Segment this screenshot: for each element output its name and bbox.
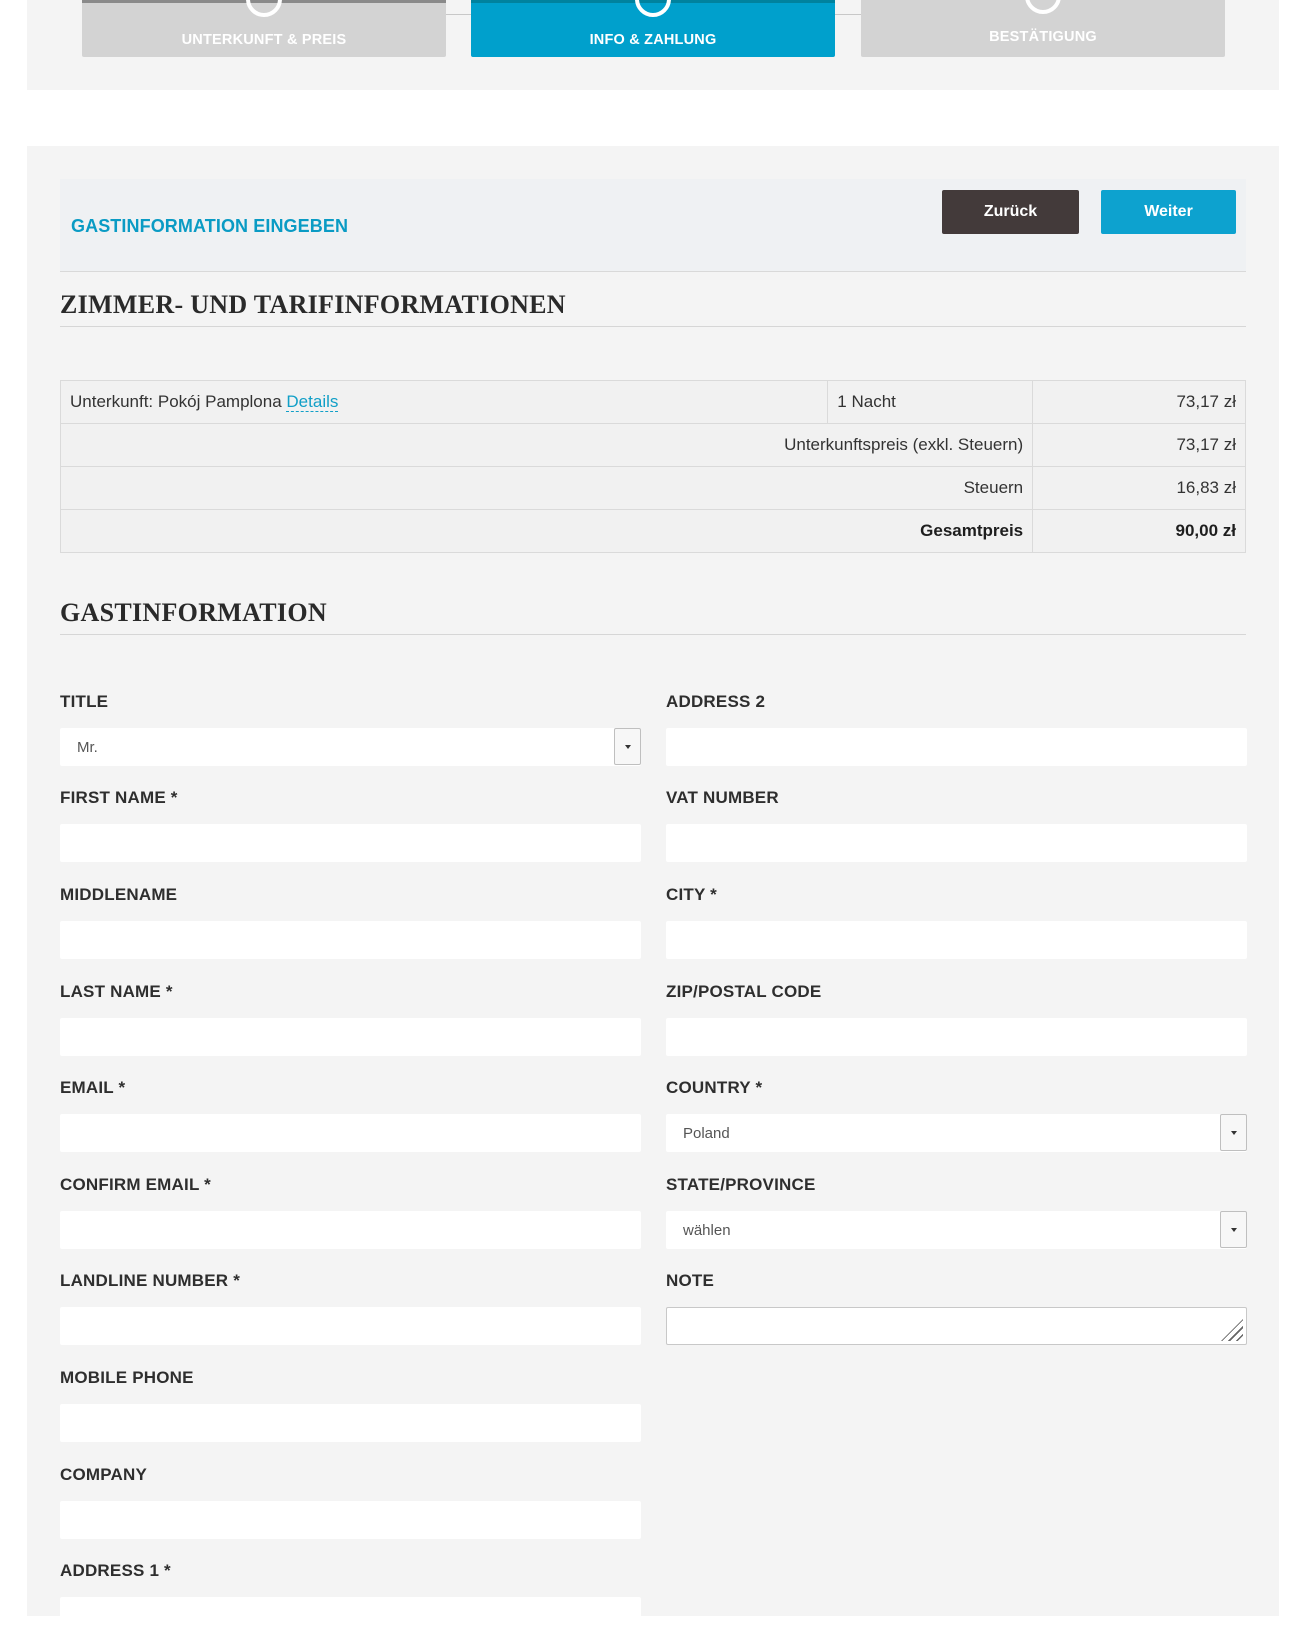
country-select[interactable] <box>666 1114 1247 1152</box>
company-input[interactable] <box>60 1501 641 1539</box>
vat-number-label: VAT NUMBER <box>666 788 779 807</box>
chevron-down-icon <box>1231 1131 1237 1135</box>
landline-number-label: LANDLINE NUMBER * <box>60 1271 241 1290</box>
chevron-down-icon <box>1231 1228 1237 1232</box>
title-label: TITLE <box>60 692 109 711</box>
price-excl-tax-value: 73,17 zł <box>1033 424 1246 467</box>
state-province-label: STATE/PROVINCE <box>666 1175 816 1194</box>
state-province-dropdown-button[interactable] <box>1220 1211 1247 1248</box>
total-value: 90,00 zł <box>1033 510 1246 553</box>
mobile-phone-field <box>60 1368 641 1442</box>
note-field <box>666 1271 1247 1345</box>
company-field <box>60 1465 641 1539</box>
step-2-label: INFO & ZAHLUNG <box>589 32 717 48</box>
table-row <box>61 467 1246 510</box>
step-3-label: BESTÄTIGUNG <box>989 29 1097 45</box>
step-accommodation-price[interactable] <box>82 0 446 57</box>
country-label: COUNTRY * <box>666 1078 763 1097</box>
address-1-label: ADDRESS 1 * <box>60 1561 171 1580</box>
note-label: NOTE <box>666 1271 715 1290</box>
note-textarea[interactable] <box>666 1307 1247 1345</box>
confirm-email-label: CONFIRM EMAIL * <box>60 1175 211 1194</box>
address-2-label: ADDRESS 2 <box>666 692 766 711</box>
first-name-field <box>60 788 641 862</box>
first-name-input[interactable] <box>60 824 641 862</box>
header-bar <box>60 179 1246 272</box>
vat-number-input[interactable] <box>666 824 1247 862</box>
details-link[interactable]: Details <box>286 392 339 411</box>
step-1-circle-icon <box>246 0 282 17</box>
email-input[interactable] <box>60 1114 641 1152</box>
step-1-label: UNTERKUNFT & PREIS <box>181 32 347 48</box>
next-button[interactable]: Weiter <box>1101 190 1236 234</box>
state-province-select-value: wählen <box>683 1221 731 1239</box>
title-select[interactable] <box>60 728 641 766</box>
booking-steps-panel <box>27 0 1279 90</box>
address-2-field <box>666 692 1247 766</box>
last-name-field <box>60 982 641 1056</box>
price-excl-tax-label: Unterkunftspreis (exkl. Steuern) <box>61 424 1033 467</box>
step-2-circle-icon <box>635 0 671 17</box>
table-row <box>61 381 1246 424</box>
city-field <box>666 885 1247 959</box>
total-label: Gesamtpreis <box>61 510 1033 553</box>
email-label: EMAIL * <box>60 1078 126 1097</box>
state-province-field <box>666 1175 1247 1249</box>
zip-code-label: ZIP/POSTAL CODE <box>666 982 822 1001</box>
confirm-email-field <box>60 1175 641 1249</box>
accommodation-name: Unterkunft: Pokój Pamplona <box>70 392 282 411</box>
nights-cell: 1 Nacht <box>828 381 1033 424</box>
table-row <box>61 510 1246 553</box>
country-select-value: Poland <box>683 1124 730 1142</box>
city-label: CITY * <box>666 885 717 904</box>
rates-table <box>60 380 1246 553</box>
title-field <box>60 692 641 766</box>
address-1-input[interactable] <box>60 1597 641 1635</box>
middlename-input[interactable] <box>60 921 641 959</box>
landline-number-field <box>60 1271 641 1345</box>
email-field <box>60 1078 641 1152</box>
room-price-cell: 73,17 zł <box>1033 381 1246 424</box>
header-title: GASTINFORMATION EINGEBEN <box>71 216 349 236</box>
address-1-field <box>60 1561 641 1635</box>
first-name-label: FIRST NAME * <box>60 788 178 807</box>
tax-value: 16,83 zł <box>1033 467 1246 510</box>
country-field <box>666 1078 1247 1152</box>
title-select-value: Mr. <box>77 738 98 756</box>
guest-section-title: GASTINFORMATION <box>60 598 1246 635</box>
accommodation-cell <box>61 381 828 424</box>
state-province-select[interactable] <box>666 1211 1247 1249</box>
zip-code-input[interactable] <box>666 1018 1247 1056</box>
last-name-label: LAST NAME * <box>60 982 173 1001</box>
confirm-email-input[interactable] <box>60 1211 641 1249</box>
last-name-input[interactable] <box>60 1018 641 1056</box>
tax-label: Steuern <box>61 467 1033 510</box>
back-button[interactable]: Zurück <box>942 190 1079 234</box>
step-3-circle-icon <box>1025 0 1061 14</box>
guest-info-panel <box>27 146 1279 1616</box>
address-2-input[interactable] <box>666 728 1247 766</box>
country-dropdown-button[interactable] <box>1220 1114 1247 1151</box>
city-input[interactable] <box>666 921 1247 959</box>
resize-handle-icon[interactable] <box>1221 1319 1243 1341</box>
vat-number-field <box>666 788 1247 862</box>
mobile-phone-input[interactable] <box>60 1404 641 1442</box>
chevron-down-icon <box>625 745 631 749</box>
table-row <box>61 424 1246 467</box>
step-info-payment[interactable] <box>471 0 835 57</box>
step-confirmation[interactable] <box>861 0 1225 57</box>
rates-section-title: ZIMMER- UND TARIFINFORMATIONEN <box>60 290 1246 327</box>
mobile-phone-label: MOBILE PHONE <box>60 1368 194 1387</box>
company-label: COMPANY <box>60 1465 148 1484</box>
zip-code-field <box>666 982 1247 1056</box>
landline-number-input[interactable] <box>60 1307 641 1345</box>
title-dropdown-button[interactable] <box>614 728 641 765</box>
middlename-field <box>60 885 641 959</box>
middlename-label: MIDDLENAME <box>60 885 178 904</box>
